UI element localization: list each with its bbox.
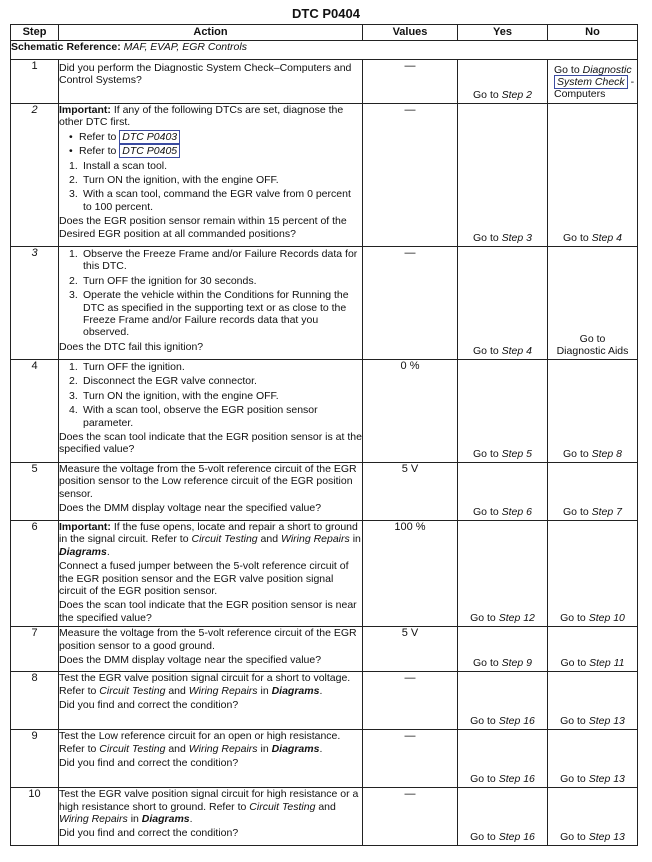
goto-step-link[interactable]: Step 5 [501,447,532,460]
action-cell: Did you perform the Diagnostic System Check–Computers and Control Systems? [59,60,363,104]
value-cell: 0 % [363,360,458,463]
yes-cell: Go to Step 9 [458,627,548,672]
header-row [11,25,638,41]
goto-step-link[interactable]: Step 11 [589,656,625,669]
header-action: Action [59,25,363,41]
dtc-reference-list [59,131,362,158]
schematic-reference-row [11,41,638,60]
no-cell: Go to Diagnostic System Check - Computers [548,60,638,104]
step-number: 6 [11,521,59,627]
goto-step-link[interactable]: Step 16 [498,830,535,843]
list-item: • Refer to DTC P0403 [69,131,362,143]
yes-cell: Go to Step 6 [458,463,548,521]
list-item: 2. Turn ON the ignition, with the engine OFF. [69,174,279,187]
table-row [11,463,638,521]
step-number: 3 [11,247,59,360]
step-number: 8 [11,672,59,730]
no-cell: Go to Step 13 [548,672,638,730]
no-cell: Go to Diagnostic Aids [548,247,638,360]
action-cell [59,247,363,360]
yes-cell: Go to Step 5 [458,360,548,463]
goto-step-link[interactable]: Step 8 [591,447,622,460]
goto-step-link[interactable]: Step 7 [591,505,622,518]
yes-cell: Go to Step 3 [458,104,548,247]
procedure-list [59,361,362,429]
table-row [11,104,638,247]
table-row [11,730,638,788]
goto-step-link[interactable]: Step 6 [501,505,532,518]
goto-step-link[interactable]: Step 13 [588,772,625,785]
diagnostic-aids-link[interactable]: Diagnostic Aids [556,345,629,357]
table-row [11,788,638,846]
value-cell: — [363,247,458,360]
step-number: 7 [11,627,59,672]
value-cell: — [363,730,458,788]
dtc-p0403-link[interactable]: DTC P0403 [119,130,180,144]
action-cell: Important: If any of the following DTCs are set, diagnose the other DTC first. • Refer to DTC P0403 • Refer to DTC P0405 1. Install a scan tool. 2. Turn ON the ignition, with the engine OFF. 3. With a scan tool, command the EGR valve from 0 percent to 100 percent. Does the EGR position sensor remain within 15 percent of the Desired EGR position at all commanded positions? [59,104,363,247]
table-row [11,247,638,360]
table-row [11,521,638,627]
goto-step-link[interactable]: Step 13 [588,714,625,727]
question: Did you find and correct the condition? [59,757,239,770]
value-cell: — [363,60,458,104]
step-number: 9 [11,730,59,788]
schematic-refs: MAF, EVAP, EGR Controls [123,41,247,53]
dtc-p0405-link[interactable]: DTC P0405 [119,144,180,158]
value-cell: — [363,788,458,846]
no-cell: Go to Step 4 [548,104,638,247]
value-cell: — [363,672,458,730]
table-row [11,60,638,104]
no-cell: Go to Step 11 [548,627,638,672]
list-item: 3. With a scan tool, command the EGR valve from 0 percent to 100 percent. [69,188,351,213]
list-item: 2. Turn OFF the ignition for 30 seconds. [69,274,257,287]
schematic-reference: Schematic Reference: MAF, EVAP, EGR Controls [11,41,638,60]
header-no: No [548,25,638,41]
value-cell: 5 V [363,463,458,521]
header-yes: Yes [458,25,548,41]
procedure-list [59,160,362,214]
yes-cell: Go to Step 4 [458,247,548,360]
action-cell: Test the EGR valve position signal circuit for a short to voltage. Refer to Circuit Testing and Wiring Repairs in Diagrams. Did you find and correct the condition? [59,672,363,730]
step-number: 5 [11,463,59,521]
step-number: 1 [11,60,59,104]
list-item: 3. Turn ON the ignition, with the engine OFF. [69,389,279,402]
value-cell: 100 % [363,521,458,627]
list-item: 2. Disconnect the EGR valve connector. [69,375,257,388]
procedure-list [59,248,362,339]
goto-diagnostic-link[interactable]: Diagnostic [582,64,632,76]
no-cell: Go to Step 7 [548,463,638,521]
question: Does the EGR position sensor remain within 15 percent of the Desired EGR position at all commanded positions? [59,215,347,240]
question: Does the DMM display voltage near the specified value? [59,502,322,515]
question: Does the DMM display voltage near the specified value? [59,654,322,667]
step-number: 4 [11,360,59,463]
header-values: Values [363,25,458,41]
question: Did you find and correct the condition? [59,699,239,712]
no-cell: Go to Step 13 [548,788,638,846]
value-cell: — [363,104,458,247]
question: Did you find and correct the condition? [59,827,239,840]
action-cell: Measure the voltage from the 5-volt reference circuit of the EGR position sensor to the Low reference circuit of the EGR position sensor. Does the DMM display voltage near the specified value? [59,463,363,521]
goto-step-link[interactable]: Step 9 [501,656,532,669]
yes-cell: Go to Step 12 [458,521,548,627]
step-number: 10 [11,788,59,846]
action-cell: Test the Low reference circuit for an open or high resistance. Refer to Circuit Testing and Wiring Repairs in Diagrams. Did you find and correct the condition? [59,730,363,788]
goto-step-link[interactable]: Step 4 [501,344,532,357]
list-item: 1. Observe the Freeze Frame and/or Failure Records data for this DTC. [69,248,358,273]
goto-step-link[interactable]: Step 12 [498,611,535,624]
diagnostic-table [10,24,638,846]
no-cell: Go to Step 8 [548,360,638,463]
page-title: DTC P0404 [292,6,360,21]
goto-step-link[interactable]: Step 13 [588,830,625,843]
question: Does the scan tool indicate that the EGR position sensor is near the specified value? [59,599,357,624]
yes-cell: Go to Step 16 [458,788,548,846]
yes-cell: Go to Step 2 [458,60,548,104]
question: Does the DTC fail this ignition? [59,340,204,353]
list-item: • Refer to DTC P0405 [69,145,362,157]
no-cell: Go to Step 10 [548,521,638,627]
action-cell: Measure the voltage from the 5-volt reference circuit of the EGR position sensor to a good ground. Does the DMM display voltage near the specified value? [59,627,363,672]
goto-step-link[interactable]: Step 16 [498,714,535,727]
step-number: 2 [11,104,59,247]
yes-cell: Go to Step 16 [458,730,548,788]
value-cell: 5 V [363,627,458,672]
goto-step-link[interactable]: Step 3 [501,231,532,244]
goto-step-link[interactable]: Step 16 [498,772,535,785]
question: Does the scan tool indicate that the EGR position sensor is at the specified value? [59,431,362,456]
table-row [11,627,638,672]
yes-cell: Go to Step 16 [458,672,548,730]
header-step: Step [11,25,59,41]
list-item: 4. With a scan tool, observe the EGR position sensor parameter. [69,404,318,429]
table-row [11,672,638,730]
table-row [11,360,638,463]
goto-step-link[interactable]: Step 10 [588,611,625,624]
goto-step-link[interactable]: Step 4 [591,231,622,244]
action-cell: Important: If the fuse opens, locate and repair a short to ground in the signal circuit. Refer to Circuit Testing and Wiring Repairs in Diagrams. Connect a fused jumper between the 5-volt reference circuit of the EGR position sensor and the EGR valve position signal circuit of the EGR position sensor. Does the scan tool indicate that the EGR position sensor is near the specified value? [59,521,363,627]
no-cell: Go to Step 13 [548,730,638,788]
list-item: 1. Install a scan tool. [69,159,168,172]
goto-step-link[interactable]: Step 2 [501,88,532,101]
action-cell: Test the EGR valve position signal circuit for high resistance or a high resistance short to ground. Refer to Circuit Testing and Wiring Repairs in Diagrams. Did you find and correct the condition? [59,788,363,846]
list-item: 1. Turn OFF the ignition. [69,361,185,373]
list-item: 3. Operate the vehicle within the Conditions for Running the DTC as specified in the supporting text or as close to the Freeze Frame and/or Failure records data that you observed. [69,289,349,339]
system-check-link[interactable]: System Check [554,75,628,89]
action-cell [59,360,363,463]
